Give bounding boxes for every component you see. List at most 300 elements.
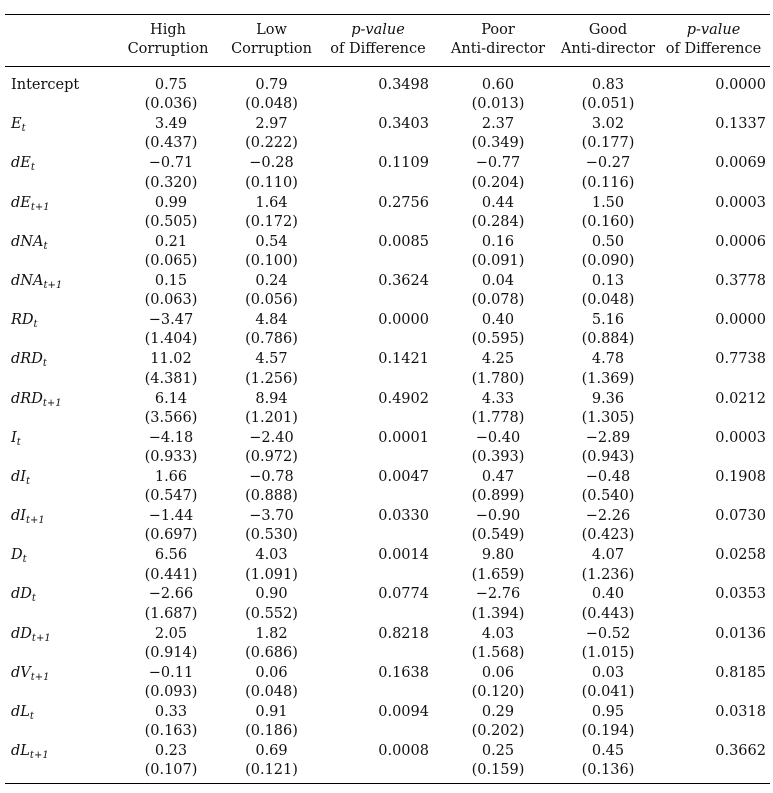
variable-subscript: t [21,123,26,135]
high-corruption-cell [112,350,224,389]
standard-error: (0.091) [471,253,525,270]
standard-error: (1.091) [245,566,298,583]
variable-subscript: t [16,436,21,448]
good-anti-director-cell [559,272,657,311]
standard-error: (1.404) [144,331,198,348]
poor-anti-director-cell [437,507,559,546]
pvalue: 0.0001 [378,429,429,446]
header-text: Good [588,22,628,38]
pvalue: 0.0006 [715,233,766,250]
coefficient: −0.52 [585,625,631,642]
high-corruption-cell [112,429,224,468]
header-text: of Difference [330,41,426,57]
standard-error: (0.899) [471,488,525,505]
good-anti-director-cell [559,585,657,624]
good-anti-director-cell [559,115,657,154]
standard-error: (1.659) [471,566,525,583]
standard-error: (1.568) [471,644,525,661]
variable-name: dD [11,625,32,642]
variable-subscript: t [30,162,35,174]
standard-error: (0.051) [581,96,635,113]
coefficient: −0.78 [249,468,294,485]
coefficient: 4.03 [481,625,515,642]
poor-anti-director-cell [437,546,559,585]
variable-label [5,115,112,154]
pvalue: 0.0000 [378,312,429,329]
pvalue-corruption-cell [319,742,437,781]
coefficient: 0.13 [591,272,625,289]
variable-name: dD [11,586,32,603]
pvalue: 0.0330 [378,508,429,525]
pvalue-corruption-cell [319,546,437,585]
standard-error: (1.687) [144,605,198,622]
variable-subscript: t [29,711,34,722]
standard-error: (0.100) [245,253,298,270]
coefficient: 9.80 [481,547,515,564]
table-row [5,272,770,311]
table-row [5,742,770,781]
variable-label [5,272,112,311]
coefficient: −0.77 [475,155,521,172]
good-anti-director-cell [559,311,657,350]
variable-label [5,311,112,350]
standard-error: (0.110) [245,174,298,191]
table-row [5,115,770,154]
pvalue: 0.0774 [378,586,429,603]
pvalue: 0.3403 [378,116,429,133]
header-text: Low [256,22,287,38]
coefficient: −1.44 [148,508,194,525]
variable-label [5,154,112,193]
pvalue-anti-director-cell [657,546,770,585]
variable-subscript: t [22,554,27,566]
coefficient: 4.03 [255,547,288,564]
coefficient: 0.44 [481,194,515,211]
standard-error: (0.090) [581,253,635,270]
pvalue-anti-director-cell [657,76,770,115]
low-corruption-cell [224,233,319,272]
low-corruption-cell [224,76,319,115]
standard-error: (0.204) [471,174,525,191]
standard-error: (0.136) [581,762,635,779]
variable-name: I [11,429,17,446]
pvalue-anti-director-cell [657,154,770,193]
pvalue: 0.1421 [378,351,429,368]
pvalue: 0.3778 [715,272,766,289]
pvalue-anti-director-cell [657,194,770,233]
regression-table [5,14,770,784]
standard-error: (0.163) [144,723,198,740]
pvalue-corruption-cell [319,233,437,272]
coefficient: 3.49 [154,116,188,133]
standard-error: (1.236) [581,566,635,583]
coefficient: 1.66 [154,468,188,485]
pvalue: 0.0136 [715,625,766,642]
standard-error: (0.505) [144,213,198,230]
high-corruption-cell [112,664,224,703]
high-corruption-cell [112,468,224,507]
good-anti-director-cell [559,507,657,546]
standard-error: (0.186) [245,723,298,740]
pvalue: 0.0069 [715,155,766,172]
coefficient: 3.02 [591,116,625,133]
variable-label [5,468,112,507]
header-poor-anti-director [437,21,559,59]
standard-error: (0.013) [471,96,525,113]
table-row [5,154,770,193]
coefficient: 5.16 [591,312,625,329]
coefficient: −4.18 [148,429,194,446]
coefficient: 0.60 [481,77,515,93]
variable-subscript: t [42,358,47,370]
header-row [5,15,770,66]
high-corruption-cell [112,546,224,585]
low-corruption-cell [224,703,319,742]
variable-label [5,76,112,115]
coefficient: 0.95 [591,704,625,720]
standard-error: (0.547) [144,488,198,505]
pvalue-corruption-cell [319,76,437,115]
good-anti-director-cell [559,664,657,703]
pvalue: 0.1109 [378,155,429,172]
variable-name: dI [11,508,27,525]
standard-error: (1.394) [471,605,525,622]
variable-subscript: t+1 [26,515,45,527]
table-row [5,468,770,507]
pvalue-anti-director-cell [657,703,770,742]
coefficient: 0.47 [481,468,515,485]
pvalue-anti-director-cell [657,233,770,272]
coefficient: 2.97 [255,116,288,133]
pvalue: 0.7738 [715,351,766,368]
standard-error: (0.320) [144,174,198,191]
variable-label [5,546,112,585]
standard-error: (0.063) [144,292,198,309]
variable-name: dNA [11,272,44,289]
coefficient: 2.37 [481,116,515,133]
coefficient: 0.06 [481,664,515,681]
pvalue-corruption-cell [319,194,437,233]
poor-anti-director-cell [437,154,559,193]
low-corruption-cell [224,429,319,468]
variable-subscript: t [43,240,48,252]
table-row [5,546,770,585]
poor-anti-director-cell [437,468,559,507]
standard-error: (1.256) [245,370,298,387]
coefficient: 0.29 [481,704,515,720]
coefficient: 0.06 [255,664,288,681]
standard-error: (0.160) [581,213,635,230]
standard-error: (0.048) [245,684,298,701]
variable-name: D [11,547,23,564]
table-row [5,429,770,468]
coefficient: 0.79 [255,77,288,93]
standard-error: (1.778) [471,409,525,426]
standard-error: (0.552) [245,605,298,622]
poor-anti-director-cell [437,625,559,664]
coefficient: 0.03 [591,664,625,681]
pvalue-anti-director-cell [657,115,770,154]
poor-anti-director-cell [437,429,559,468]
coefficient: −0.40 [475,429,521,446]
table-row [5,311,770,350]
pvalue-corruption-cell [319,272,437,311]
header-high-corruption [112,21,224,59]
good-anti-director-cell [559,194,657,233]
variable-subscript: t+1 [42,397,62,409]
pvalue: 0.0008 [378,743,429,760]
variable-name: dI [11,468,27,485]
coefficient: −0.27 [585,155,631,172]
standard-error: (3.566) [144,409,198,426]
variable-name: dV [11,664,31,681]
variable-label [5,233,112,272]
good-anti-director-cell [559,350,657,389]
variable-subscript: t [33,319,38,331]
pvalue-anti-director-cell [657,507,770,546]
high-corruption-cell [112,507,224,546]
coefficient: −0.90 [475,508,521,525]
good-anti-director-cell [559,742,657,781]
header-text [657,21,770,40]
coefficient: 0.15 [154,272,188,289]
standard-error: (0.686) [245,644,298,661]
high-corruption-cell [112,76,224,115]
pvalue: 0.3498 [378,77,429,93]
coefficient: 4.57 [255,351,288,368]
standard-error: (0.048) [245,96,298,113]
standard-error: (0.172) [245,213,298,230]
poor-anti-director-cell [437,664,559,703]
pvalue-corruption-cell [319,585,437,624]
table-row [5,350,770,389]
high-corruption-cell [112,703,224,742]
coefficient: −2.66 [148,586,194,603]
variable-subscript: t+1 [29,750,49,762]
coefficient: 0.33 [154,704,188,720]
low-corruption-cell [224,664,319,703]
low-corruption-cell [224,154,319,193]
pvalue: 0.8185 [715,664,766,681]
low-corruption-cell [224,350,319,389]
standard-error: (0.159) [471,762,525,779]
pvalue-anti-director-cell [657,390,770,429]
coefficient: −2.40 [249,429,294,446]
pvalue: 0.0003 [715,194,766,211]
pvalue: 0.3624 [378,272,429,289]
good-anti-director-cell [559,546,657,585]
pvalue-corruption-cell [319,625,437,664]
standard-error: (0.914) [144,644,198,661]
coefficient: 11.02 [150,351,192,368]
high-corruption-cell [112,625,224,664]
standard-error: (0.393) [471,448,525,465]
standard-error: (0.056) [245,292,298,309]
low-corruption-cell [224,272,319,311]
high-corruption-cell [112,390,224,429]
standard-error: (0.222) [245,135,298,152]
poor-anti-director-cell [437,115,559,154]
variable-label [5,664,112,703]
variable-label [5,507,112,546]
pvalue-corruption-cell [319,468,437,507]
high-corruption-cell [112,115,224,154]
variable-name: Intercept [11,77,80,93]
standard-error: (0.093) [144,684,198,701]
coefficient: −0.71 [148,155,194,172]
pvalue-anti-director-cell [657,468,770,507]
standard-error: (0.441) [144,566,198,583]
variable-label [5,350,112,389]
coefficient: 0.21 [154,233,188,250]
standard-error: (0.177) [581,135,635,152]
standard-error: (0.048) [581,292,635,309]
good-anti-director-cell [559,429,657,468]
variable-label [5,585,112,624]
variable-name: dE [11,155,31,172]
header-pvalue-label: p-value [686,22,741,38]
pvalue-corruption-cell [319,703,437,742]
header-text: Poor [481,22,515,38]
pvalue-anti-director-cell [657,350,770,389]
good-anti-director-cell [559,625,657,664]
good-anti-director-cell [559,390,657,429]
header-text: Corruption [127,41,209,57]
standard-error: (0.065) [144,253,198,270]
coefficient: 0.40 [591,586,625,603]
variable-name: dRD [11,351,43,368]
coefficient: 0.99 [154,194,188,211]
table-row [5,585,770,624]
pvalue: 0.0003 [715,429,766,446]
standard-error: (4.381) [144,370,198,387]
good-anti-director-cell [559,154,657,193]
coefficient: 0.69 [255,743,288,760]
standard-error: (0.933) [144,448,198,465]
standard-error: (0.443) [581,605,635,622]
pvalue-anti-director-cell [657,742,770,781]
coefficient: 1.82 [255,625,288,642]
pvalue-corruption-cell [319,664,437,703]
header-good-anti-director [559,21,657,59]
coefficient: 4.07 [591,547,625,564]
low-corruption-cell [224,194,319,233]
standard-error: (0.437) [144,135,198,152]
poor-anti-director-cell [437,233,559,272]
coefficient: 1.50 [591,194,625,211]
table-row [5,76,770,115]
low-corruption-cell [224,625,319,664]
coefficient: 0.75 [154,77,188,93]
variable-subscript: t [26,475,31,487]
pvalue-corruption-cell [319,154,437,193]
table-row [5,703,770,742]
coefficient: 1.64 [255,194,288,211]
standard-error: (0.540) [581,488,635,505]
pvalue: 0.2756 [378,194,429,211]
header-rule [5,66,770,67]
coefficient: 4.33 [481,390,515,407]
coefficient: 9.36 [591,390,625,407]
good-anti-director-cell [559,76,657,115]
coefficient: 8.94 [255,390,288,407]
standard-error: (0.549) [471,527,525,544]
pvalue-corruption-cell [319,429,437,468]
variable-label [5,429,112,468]
standard-error: (0.884) [581,331,635,348]
standard-error: (0.943) [581,448,635,465]
coefficient: −3.70 [249,508,294,525]
high-corruption-cell [112,742,224,781]
variable-label [5,625,112,664]
standard-error: (0.888) [245,488,298,505]
header-text: Anti-director [560,41,656,57]
pvalue: 0.0212 [715,390,766,407]
poor-anti-director-cell [437,742,559,781]
pvalue-corruption-cell [319,115,437,154]
coefficient: −2.26 [585,508,631,525]
standard-error: (0.202) [471,723,525,740]
standard-error: (0.041) [581,684,635,701]
pvalue-anti-director-cell [657,311,770,350]
standard-error: (1.369) [581,370,635,387]
pvalue: 0.0000 [715,77,766,93]
variable-label [5,194,112,233]
standard-error: (0.107) [144,762,198,779]
standard-error: (0.423) [581,527,635,544]
pvalue: 0.0014 [378,547,429,564]
variable-subscript: t+1 [30,201,50,213]
variable-subscript: t+1 [30,671,50,683]
low-corruption-cell [224,390,319,429]
coefficient: −3.47 [148,312,194,329]
high-corruption-cell [112,194,224,233]
pvalue: 0.0730 [715,508,766,525]
pvalue: 0.1638 [378,664,429,681]
pvalue-anti-director-cell [657,585,770,624]
standard-error: (0.786) [245,331,298,348]
pvalue: 0.0258 [715,547,766,564]
low-corruption-cell [224,742,319,781]
standard-error: (0.116) [581,174,635,191]
pvalue: 0.0353 [715,586,766,603]
header-text: Anti-director [450,41,546,57]
poor-anti-director-cell [437,272,559,311]
coefficient: 6.14 [154,390,188,407]
coefficient: −2.89 [585,429,631,446]
header-pvalue-corruption [319,21,437,59]
header-pvalue-label: p-value [351,22,405,38]
good-anti-director-cell [559,468,657,507]
pvalue: 0.1337 [715,116,766,133]
low-corruption-cell [224,585,319,624]
header-pvalue-anti-director [657,21,770,59]
table-row [5,664,770,703]
pvalue: 0.0094 [378,704,429,720]
poor-anti-director-cell [437,194,559,233]
coefficient: 0.25 [481,743,515,760]
header-text: Corruption [231,41,312,57]
low-corruption-cell [224,115,319,154]
variable-name: dNA [11,233,44,250]
coefficient: 0.23 [154,743,188,760]
standard-error: (1.305) [581,409,635,426]
bottom-rule [5,783,770,784]
pvalue-anti-director-cell [657,625,770,664]
standard-error: (1.780) [471,370,525,387]
header-text: High [150,22,186,38]
high-corruption-cell [112,233,224,272]
